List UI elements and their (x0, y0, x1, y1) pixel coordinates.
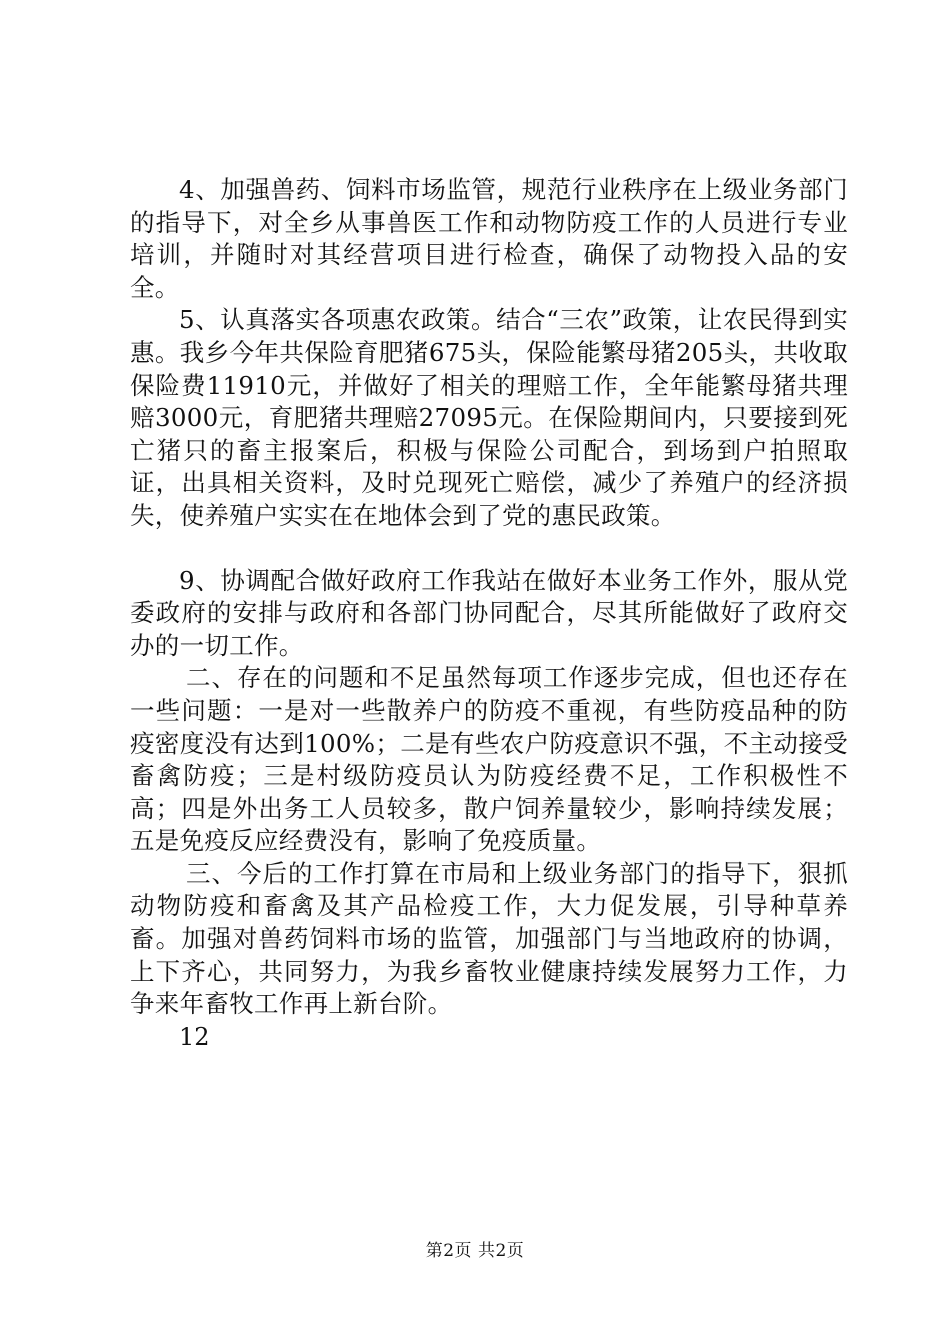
document-body (130, 174, 848, 1053)
page-footer: 第2页 共2页 (425, 1241, 525, 1261)
paragraph-problems: 二、存在的问题和不足虽然每项工作逐步完成，但也还存在一些问题：一是对一些散养户的防疫不重视，有些防疫品种的防疫密度没有达到100%；二是有些农户防疫意识不强，不主动接受畜禽防疫；三是村级防疫员认为防疫经费不足，工作积极性不高；四是外出务工人员较多，散户饲养量较少，影响持续发展；五是免疫反应经费没有，影响了免疫质量。 (130, 663, 848, 856)
trailing-number: 12 (179, 1022, 210, 1051)
paragraph-gap (130, 533, 848, 565)
paragraph-future-plans: 三、今后的工作打算在市局和上级业务部门的指导下，狠抓动物防疫和畜禽及其产品检疫工作，大力促发展，引导种草养畜。加强对兽药饲料市场的监管，加强部门与当地政府的协调，上下齐心，共同努力，为我乡畜牧业健康持续发展努力工作，力争来年畜牧工作再上新台阶。 (130, 858, 848, 1019)
paragraph-item-9: 9、协调配合做好政府工作我站在做好本业务工作外，服从党委政府的安排与政府和各部门协同配合，尽其所能做好了政府交办的一切工作。 (130, 565, 848, 660)
paragraph-item-4: 4、加强兽药、饲料市场监管，规范行业秩序在上级业务部门的指导下，对全乡从事兽医工作和动物防疫工作的人员进行专业培训，并随时对其经营项目进行检查，确保了动物投入品的安全。 (130, 175, 848, 302)
paragraph-item-5: 5、认真落实各项惠农政策。结合“三农”政策，让农民得到实惠。我乡今年共保险育肥猪675头，保险能繁母猪205头，共收取保险费11910元，并做好了相关的理赔工作，全年能繁母猪共理赔3000元，育肥猪共理赔27095元。在保险期间内，只要接到死亡猪只的畜主报案后，积极与保险公司配合，到场到户拍照取证，出具相关资料，及时兑现死亡赔偿，减少了养殖户的经济损失，使养殖户实实在在地体会到了党的惠民政策。 (130, 305, 848, 530)
